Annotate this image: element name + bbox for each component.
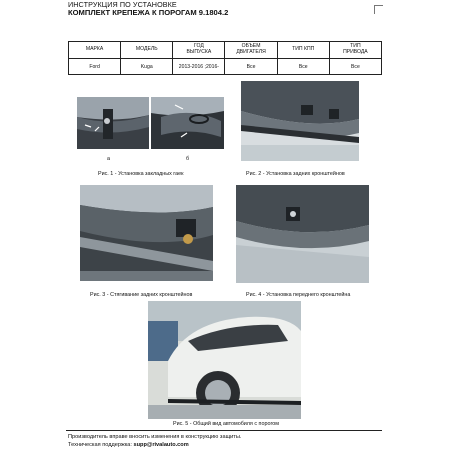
table-cell: Все xyxy=(329,59,381,75)
doc-title-line1: ИНСТРУКЦИЯ ПО УСТАНОВКЕ xyxy=(68,0,177,9)
fig1-label-a: а xyxy=(107,156,110,162)
table-header-cell: ГОД ВЫПУСКА xyxy=(173,42,225,59)
fig2-caption: Рис. 2 - Установка задних кронштейнов xyxy=(246,171,345,177)
photo-fig4 xyxy=(236,185,369,283)
table-row xyxy=(69,59,382,75)
fig1-caption: Рис. 1 - Установка закладных гаек xyxy=(98,171,184,177)
footer-notice: Производитель вправе вносить изменения в конструкцию защиты. xyxy=(68,434,242,440)
fig4-caption: Рис. 4 - Установка переднего кронштейна xyxy=(246,292,351,298)
photo-fig1a xyxy=(77,97,149,149)
table-header-cell: ТИП ПРИВОДА xyxy=(329,42,381,59)
table-cell: Все xyxy=(225,59,277,75)
support-label: Техническая поддержка: xyxy=(68,442,134,448)
vehicle-table xyxy=(68,41,382,75)
table-header-cell: МАРКА xyxy=(69,42,121,59)
crop-mark xyxy=(374,5,383,14)
table-cell: Kuga xyxy=(121,59,173,75)
fig5-caption: Рис. 5 - Общий вид автомобиля с порогом xyxy=(173,421,280,427)
photo-fig1b xyxy=(151,97,224,149)
fig3-caption: Рис. 3 - Стягивание задних кронштейнов xyxy=(90,292,193,298)
footer-support xyxy=(68,442,189,448)
doc-title-line2: КОМПЛЕКТ КРЕПЕЖА К ПОРОГАМ 9.1804.2 xyxy=(68,8,229,17)
table-cell: Ford xyxy=(69,59,121,75)
photo-fig2 xyxy=(241,81,359,161)
support-email[interactable]: supp@rivalauto.com xyxy=(133,442,189,448)
table-header-cell: ОБЪЕМ ДВИГАТЕЛЯ xyxy=(225,42,277,59)
table-cell: Все xyxy=(277,59,329,75)
photo-fig3 xyxy=(80,185,213,281)
table-header-cell: ТИП КПП xyxy=(277,42,329,59)
table-cell: 2013-2016 ;2016- xyxy=(173,59,225,75)
footer-divider xyxy=(66,430,382,431)
photo-fig5 xyxy=(148,301,301,419)
table-header-cell: МОДЕЛЬ xyxy=(121,42,173,59)
table-header-row xyxy=(69,42,382,59)
fig1-label-b: б xyxy=(186,156,190,162)
